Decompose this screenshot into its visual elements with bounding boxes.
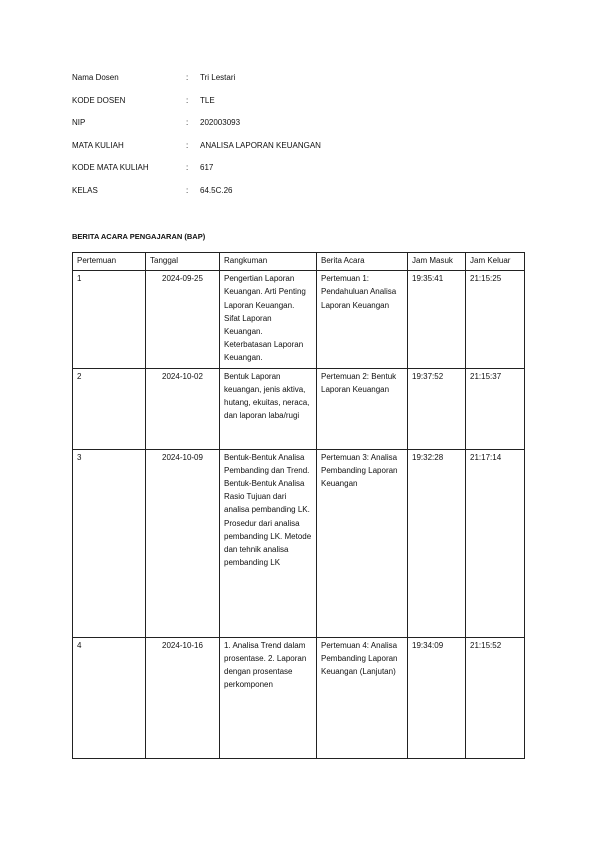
cell-tanggal: 2024-10-09 xyxy=(146,449,220,637)
info-label: MATA KULIAH xyxy=(72,140,124,150)
section-title: BERITA ACARA PENGAJARAN (BAP) xyxy=(72,232,206,241)
info-value: ANALISA LAPORAN KEUANGAN xyxy=(200,140,321,150)
info-colon: : xyxy=(186,95,189,105)
cell-pertemuan: 3 xyxy=(73,449,146,637)
info-value: TLE xyxy=(200,95,215,105)
table-row xyxy=(73,271,525,368)
info-label: Nama Dosen xyxy=(72,73,119,82)
column-header-pertemuan: Pertemuan xyxy=(73,253,146,271)
cell-rangkuman: 1. Analisa Trend dalam prosentase. 2. Laporan dengan prosentase perkomponen xyxy=(220,637,317,758)
info-label: KELAS xyxy=(72,185,98,195)
cell-rangkuman: Pengertian Laporan Keuangan. Arti Penting Laporan Keuangan. Sifat Laporan Keuangan. Keterbatasan Laporan Keuangan. xyxy=(220,271,317,368)
info-label: KODE MATA KULIAH xyxy=(72,163,149,173)
cell-tanggal: 2024-10-16 xyxy=(146,637,220,758)
table-row xyxy=(73,449,525,637)
info-label: NIP xyxy=(72,118,86,128)
info-value: 64.5C.26 xyxy=(200,185,233,195)
cell-jam-masuk: 19:34:09 xyxy=(408,637,466,758)
cell-pertemuan: 4 xyxy=(73,637,146,758)
column-header-berita-acara: Berita Acara xyxy=(317,253,408,271)
table-row xyxy=(73,368,525,449)
cell-jam-keluar: 21:17:14 xyxy=(466,449,525,637)
column-header-jam-keluar: Jam Keluar xyxy=(466,253,525,271)
cell-rangkuman: Bentuk Laporan keuangan, jenis aktiva, hutang, ekuitas, neraca, dan laporan laba/rugi xyxy=(220,368,317,449)
info-colon: : xyxy=(186,118,189,128)
cell-pertemuan: 1 xyxy=(73,271,146,368)
column-header-rangkuman: Rangkuman xyxy=(220,253,317,271)
cell-berita-acara: Pertemuan 2: Bentuk Laporan Keuangan xyxy=(317,368,408,449)
cell-tanggal: 2024-09-25 xyxy=(146,271,220,368)
cell-jam-masuk: 19:32:28 xyxy=(408,449,466,637)
info-colon: : xyxy=(186,140,189,150)
info-value: 202003093 xyxy=(200,118,241,128)
cell-berita-acara: Pertemuan 3: Analisa Pembanding Laporan Keuangan xyxy=(317,449,408,637)
info-colon: : xyxy=(186,163,189,173)
info-colon: : xyxy=(186,185,189,195)
cell-tanggal: 2024-10-02 xyxy=(146,368,220,449)
cell-jam-keluar: 21:15:25 xyxy=(466,271,525,368)
info-value: 617 xyxy=(200,163,214,173)
column-header-tanggal: Tanggal xyxy=(146,253,220,271)
cell-pertemuan: 2 xyxy=(73,368,146,449)
info-colon: : xyxy=(186,73,189,82)
cell-jam-keluar: 21:15:52 xyxy=(466,637,525,758)
cell-jam-masuk: 19:37:52 xyxy=(408,368,466,449)
cell-jam-keluar: 21:15:37 xyxy=(466,368,525,449)
bap-table xyxy=(72,252,525,759)
cell-jam-masuk: 19:35:41 xyxy=(408,271,466,368)
info-label: KODE DOSEN xyxy=(72,95,126,105)
info-value: Tri Lestari xyxy=(200,73,236,82)
cell-berita-acara: Pertemuan 4: Analisa Pembanding Laporan Keuangan (Lanjutan) xyxy=(317,637,408,758)
cell-berita-acara: Pertemuan 1: Pendahuluan Analisa Laporan Keuangan xyxy=(317,271,408,368)
table-header-row xyxy=(73,253,525,271)
column-header-jam-masuk: Jam Masuk xyxy=(408,253,466,271)
table-row xyxy=(73,637,525,758)
cell-rangkuman: Bentuk-Bentuk Analisa Pembanding dan Trend. Bentuk-Bentuk Analisa Rasio Tujuan dari analisa pembanding LK. Prosedur dari analisa pembanding LK. Metode dan tehnik analisa pembanding LK xyxy=(220,449,317,637)
